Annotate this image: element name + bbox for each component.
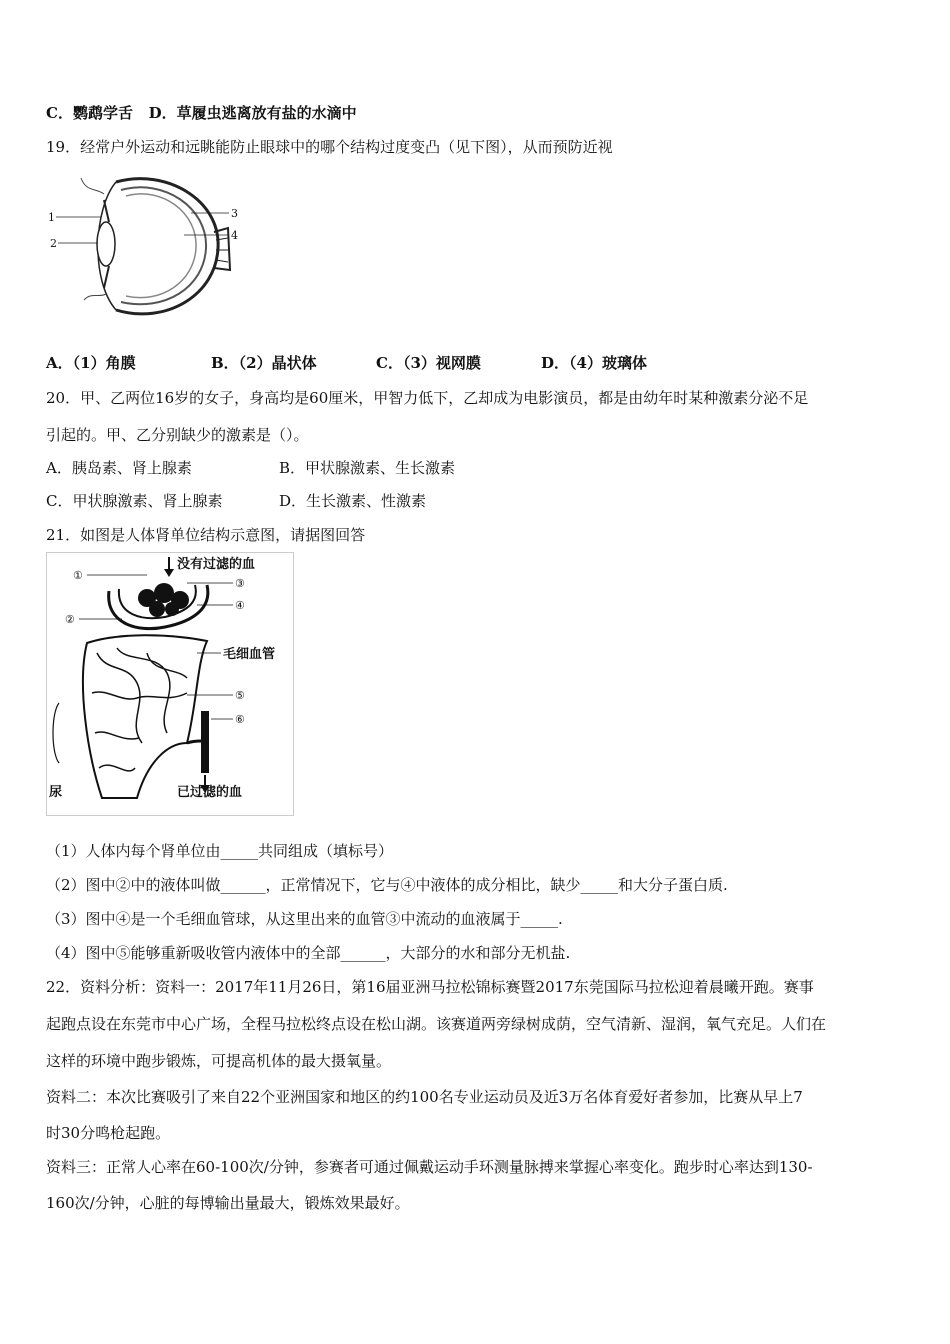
q21-sub-4: （4）图中⑤能够重新吸收管内液体中的全部______，大部分的水和部分无机盐. — [46, 944, 571, 962]
eye-label-4: 4 — [231, 229, 238, 242]
marker-2: ② — [65, 613, 75, 626]
eye-label-2: 2 — [50, 237, 57, 250]
label-capillaries: 毛细血管 — [223, 647, 276, 662]
q18-option-d: D．草履虫逃离放有盐的水滴中 — [148, 104, 357, 122]
q19-stem: 19．经常户外运动和远眺能防止眼球中的哪个结构过度变凸（见下图），从而预防近视 — [46, 138, 613, 156]
marker-4: ④ — [235, 599, 245, 612]
q21-sub-2: （2）图中②中的液体叫做______，正常情况下，它与④中液体的成分相比，缺少_____和大分子蛋白质. — [46, 876, 728, 894]
q20-options-row2 — [46, 491, 426, 511]
marker-6: ⑥ — [235, 713, 245, 726]
q21-sub-1: （1）人体内每个肾单位由_____共同组成（填标号） — [46, 842, 394, 860]
q20-option-d: D．生长激素、性激素 — [279, 492, 427, 510]
q19-option-b: B．（2）晶状体 — [211, 354, 317, 372]
q22-line-5: 时30分鸣枪起跑。 — [46, 1124, 171, 1142]
q22-line-1: 22．资料分析：资料一：2017年11月26日，第16届亚洲马拉松锦标赛暨2017东莞国际马拉松迎着晨曦开跑。赛事 — [46, 978, 814, 996]
q19-option-c: C．（3）视网膜 — [376, 354, 481, 372]
q20-stem-line2: 引起的。甲、乙分别缺少的激素是（）。 — [46, 426, 309, 444]
label-filtered-blood: 已过滤的血 — [177, 785, 243, 800]
q22-line-6: 资料三：正常人心率在60-100次/分钟，参赛者可通过佩戴运动手环测量脉搏来掌握心率变化。跑步时心率达到130- — [46, 1158, 813, 1176]
q20-stem-line1: 20．甲、乙两位16岁的女子，身高均是60厘米，甲智力低下，乙却成为电影演员，都是由幼年时某种激素分泌不足 — [46, 389, 809, 407]
q19-options — [46, 353, 647, 373]
q22-line-7: 160次/分钟，心脏的每博输出量最大，锻炼效果最好。 — [46, 1194, 410, 1212]
eye-label-1: 1 — [48, 211, 55, 224]
q21-sub-3: （3）图中④是一个毛细血管球，从这里出来的血管③中流动的血液属于_____. — [46, 910, 563, 928]
q22-line-4: 资料二：本次比赛吸引了来自22个亚洲国家和地区的约100名专业运动员及近3万名体育爱好者参加，比赛从早上7 — [46, 1088, 803, 1106]
q22-line-3: 这样的环境中跑步锻炼，可提高机体的最大摄氧量。 — [46, 1052, 392, 1070]
q18-options-line — [46, 103, 357, 123]
q21-stem: 21．如图是人体肾单位结构示意图，请据图回答 — [46, 526, 366, 544]
nephron-diagram-svg — [47, 553, 293, 815]
q20-option-a: A．胰岛素、肾上腺素 — [46, 459, 192, 477]
q19-option-d: D．（4）玻璃体 — [541, 354, 647, 372]
marker-3: ③ — [235, 577, 245, 590]
q22-line-2: 起跑点设在东莞市中心广场，全程马拉松终点设在松山湖。该赛道两旁绿树成荫，空气清新、湿润，氧气充足。人们在 — [46, 1015, 827, 1033]
q20-options-row1 — [46, 458, 455, 478]
q19-option-a: A．（1）角膜 — [46, 354, 136, 372]
q20-option-c: C．甲状腺激素、肾上腺素 — [46, 492, 223, 510]
label-urine: 尿 — [49, 785, 63, 800]
q20-option-b: B．甲状腺激素、生长激素 — [279, 459, 456, 477]
q18-option-c: C．鹦鹉学舌 — [46, 104, 133, 122]
eye-diagram — [46, 170, 246, 325]
eye-diagram-svg — [46, 170, 246, 325]
marker-5: ⑤ — [235, 689, 245, 702]
nephron-diagram — [46, 552, 294, 816]
label-unfiltered-blood: 没有过滤的血 — [177, 557, 256, 572]
eye-label-3: 3 — [231, 207, 238, 220]
marker-1: ① — [73, 569, 83, 582]
